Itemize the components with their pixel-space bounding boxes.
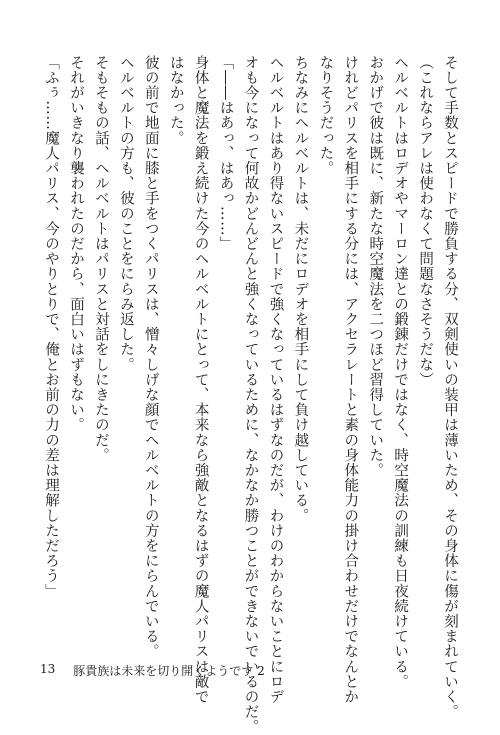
text-line: けれどパリスを相手にする分には、アクセラレートと素の身体能力の掛け合わせだけでなんとか bbox=[342, 55, 359, 705]
page-footer bbox=[40, 662, 265, 679]
text-line: なりそうだった。 bbox=[317, 55, 334, 176]
text-line: おかげで彼は既に、新たな時空魔法を二つほど習得していた。 bbox=[367, 55, 384, 478]
text-line: 「ふぅ……魔人パリス、今のやりとりで、俺とお前の力の差は理解しただろう」 bbox=[43, 55, 59, 599]
text-line: そもそもの話、ヘルベルトはパリスと対話をしにきたのだ。 bbox=[92, 55, 109, 463]
text-line: そして手数とスピードで勝負する分、双剣使いの装甲は薄いため、その身体に傷が刻まれていく。 bbox=[442, 55, 458, 720]
book-title: 豚貴族は未来を切り開くようです 2 bbox=[73, 664, 265, 678]
text-line: それがいきなり襲われたのだから、面白いはずもない。 bbox=[67, 55, 84, 433]
text-line: ヘルベルトはあり得ないスピードで強くなっているはずなのだが、わけのわからないことにロデ bbox=[267, 55, 284, 705]
text-line: ヘルベルトはロデオやマーロン達との鍛錬だけではなく、時空魔法の訓練も日夜続けている。 bbox=[392, 55, 409, 690]
text-line: ちなみにヘルベルトは、未だにロデオを相手にして負け越している。 bbox=[292, 55, 309, 524]
text-line: 身体と魔法を鍛え続けた今のヘルベルトにとって、本来なら強敵となるはずの魔人パリスは敵で bbox=[192, 55, 209, 705]
text-line: （これならアレは使わなくて問題なさそうだな） bbox=[417, 55, 434, 388]
page-number: 13 bbox=[40, 662, 56, 676]
text-line: はなかった。 bbox=[167, 55, 184, 146]
text-line: 「――はあっ、はあっ……」 bbox=[217, 55, 234, 252]
text-line: 彼の前で地面に膝と手をつくパリスは、憎々しげな顔でヘルベルトの方をにらんでいる。 bbox=[142, 55, 159, 659]
text-line: ヘルベルトの方も、彼のことをにらみ返した。 bbox=[117, 55, 134, 373]
text-line: オも今になって何故かどんどんと強くなっているために、なかなか勝つことができないでいるのだ。 bbox=[242, 55, 259, 735]
